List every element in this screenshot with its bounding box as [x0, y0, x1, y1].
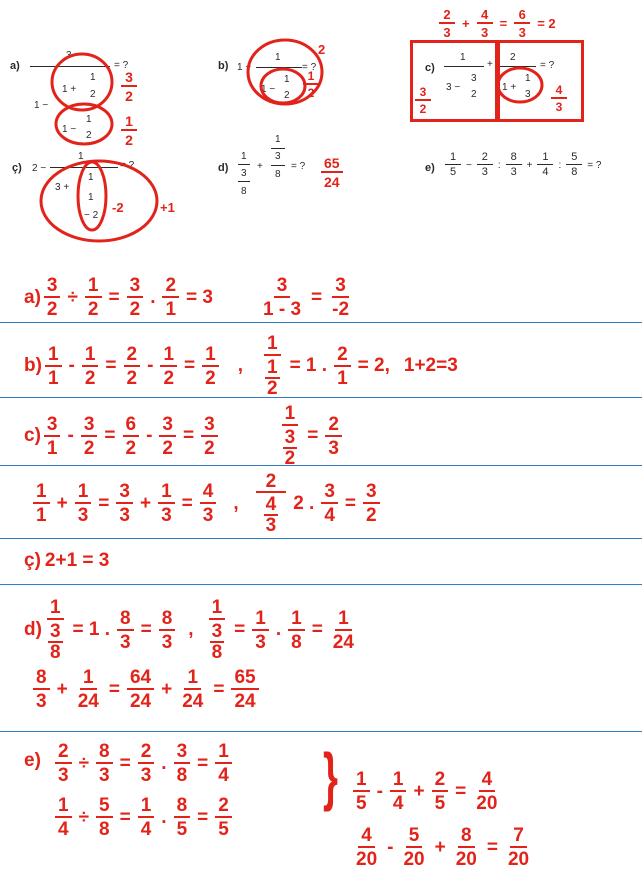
- problem-b-label: b): [218, 60, 229, 72]
- problem-d-label: d): [218, 162, 229, 174]
- solution-d-row2: 8 3 + $\frac{1}{24}$ = $\frac{64}{24}$ + $\frac{1}{24}$ = $\frac{65}{24}$: [30, 668, 262, 711]
- note-b-2: 2: [318, 42, 326, 57]
- solution-e-row1: $\frac{2}{3}$ ÷ $\frac{8}{3}$ = $\frac{2}{3}$ . $\frac{3}{8}$ = $\frac{1}{4}$: [52, 742, 235, 785]
- solution-a: a) $\frac{3}{2}$ ÷ $\frac{1}{2}$ = $\frac{3}{2}$ . $\frac{2}{1}$ = 3 $\frac{3}{1 - 3}$ = $\frac{3}{-2}$: [24, 275, 350, 320]
- note-c-top: 2 3 + $\frac{4}{3}$ = $\frac{6}{3}$ = 2: [436, 8, 560, 39]
- circle-cc-outer: [41, 161, 157, 241]
- solution-cc: ç) 2+1 = 3: [24, 550, 110, 571]
- problem-cc-label: ç): [12, 162, 22, 174]
- note-cc-plus1: +1: [160, 200, 175, 215]
- solution-e-row2: $\frac{1}{4}$ ÷ $\frac{5}{8}$ = $\frac{1}{4}$ . $\frac{8}{5}$ = $\frac{2}{5}$: [52, 796, 235, 839]
- note-b-frac: 1 2: [300, 70, 322, 99]
- solution-d: d) 1 3 8 = 1 . $\frac{8}{3}$ = $\frac{8}{3}$ , 1 3 8 = $\frac{1}{3}$ . $\frac{1}{8}$ = $\frac{1}{24}$: [24, 597, 354, 663]
- divider-6: [0, 731, 642, 732]
- solution-e-sum1: 1 5 - 1 4 + $\frac{2}{5}$ = $\frac{4}{20}$: [350, 770, 503, 813]
- brace: }: [322, 740, 338, 812]
- circle-a-upper: [52, 54, 112, 110]
- problem-a-label: a): [10, 60, 20, 72]
- problem-a-numerator: 3: [66, 50, 72, 61]
- divider-4: [0, 538, 642, 539]
- problem-e-expression: 1 5 − $\frac{2}{3}$ : 8 3 + $\frac{1}{4}$ : $\frac{5}{8}$ = ?: [442, 152, 603, 178]
- problem-e-label: e): [425, 162, 435, 174]
- note-c-right: 4 3: [548, 84, 570, 113]
- note-d-answer: 65 24: [318, 156, 346, 189]
- note-a-1: 3 2: [118, 70, 140, 103]
- box-c-right: [497, 40, 584, 122]
- circle-b-inner: [261, 69, 305, 103]
- solution-c: c) 3 1 - $\frac{3}{2}$ = $\frac{6}{2}$ - $\frac{3}{2}$ = $\frac{3}{2}$ 1 3 2 = $\frac{2}{3}$: [24, 404, 345, 468]
- solution-e-sum2: 4 20 - 5 20 + $\frac{8}{20}$ = $\frac{7}{20}$: [356, 825, 530, 870]
- solution-e-label: e): [24, 750, 41, 771]
- divider-3: [0, 465, 642, 466]
- divider-1: [0, 322, 642, 323]
- solution-b: b) 1 1 - $\frac{1}{2}$ = $\frac{2}{2}$ - $\frac{1}{2}$ = $\frac{1}{2}$ , 1 1 2 = 1 . $\frac{2}{1}$ = 2, 1+2=3: [24, 333, 458, 399]
- divider-2: [0, 397, 642, 398]
- divider-5: [0, 584, 642, 585]
- solution-c-row2: 1 1 + $\frac{1}{3}$ = $\frac{3}{3}$ + $\frac{1}{3}$ = $\frac{4}{3}$ , 2 4 3 2 . $\frac{3}{4}$ = $\frac{3}{2}$: [30, 472, 383, 535]
- problem-c-label: c): [425, 62, 435, 74]
- note-a-2: 1 2: [118, 114, 140, 147]
- note-c-left: 3 2: [412, 86, 434, 115]
- note-cc-minus2: -2: [112, 200, 124, 215]
- circle-cc-inner: [78, 162, 106, 230]
